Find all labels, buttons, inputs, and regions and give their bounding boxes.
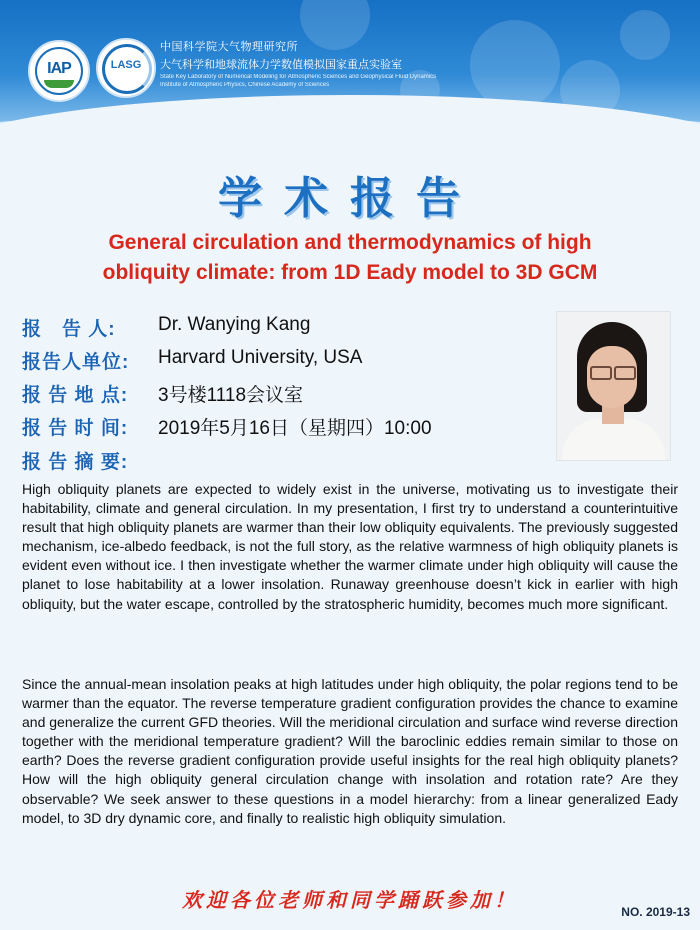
lasg-logo: LASG: [96, 38, 156, 98]
welcome-message: 欢迎各位老师和同学踊跃参加！: [182, 888, 518, 912]
institute-line-3: State Key Laboratory of Numerical Modeling for Atmospheric Sciences and Geophysical Fluid Dynamics: [160, 74, 437, 80]
affiliation-value: Harvard University, USA: [158, 347, 363, 368]
abstract-paragraph-2: Since the annual-mean insolation peaks at high latitudes under high obliquity, the polar regions tend to be warmer than the equator. The reverse temperature gradient configuration provides the chance to examine and generalize the current GFD theories. Will the meridional circulation and surface wind reverse direction together with the meridional temperature gradient? Will the baroclinic eddies remain similar to those on earth? Does the reverse gradient configuration provide useful insights for the real high obliquity planets? How will the high obliquity general circulation change with insolation and rotation rate? Are they observable? We seek answer to these questions in a model hierarchy: from a linear generalized Eady model, to 3D dry dynamic core, and finally to realistic high obliquity simulation.: [22, 676, 678, 826]
talk-title: [0, 228, 700, 288]
location-label: 报 告 地 点:: [22, 385, 129, 406]
speaker-name: Dr. Wanying Kang: [158, 314, 311, 335]
affiliation-label: 报告人单位:: [22, 352, 130, 373]
abstract-paragraph-1: High obliquity planets are expected to widely exist in the universe, motivating us to investigate their habitability, climate and general circulation. In my presentation, I first try to understand a counterintuitive result that high obliquity planets are warmer than their low obliquity equivalents. The previously suggested mechanism, ice-albedo feedback, is not the full story, as the relative warmness of high obliquity planets is evident even without ice. I then investigate whether the warmer climate under high obliquity will cause the planet to lose habitability at a lower insolation. Runaway greenhouse doesn’t kick in earlier with high obliquity, but the water escape, controlled by the stratospheric humidity, becomes much more significant.: [22, 481, 678, 612]
speaker-label: 报 告 人:: [22, 319, 116, 340]
time-label: 报 告 时 间:: [22, 418, 129, 439]
location-value: 3号楼1118会议室: [158, 385, 304, 406]
report-title: 学术报告: [218, 173, 482, 224]
speaker-photo: [556, 311, 671, 461]
talk-title-line-1: General circulation and thermodynamics of high: [108, 231, 592, 254]
institute-line-1: 中国科学院大气物理研究所: [160, 41, 298, 53]
report-number: NO. 2019-13: [621, 905, 690, 919]
institute-line-4: Institute of Atmospheric Physics, Chinese Academy of Sciences: [160, 82, 330, 88]
institute-names: [160, 38, 436, 88]
iap-logo: IAP: [28, 40, 90, 102]
institute-line-2: 大气科学和地球流体力学数值模拟国家重点实验室: [160, 59, 402, 71]
time-value: 2019年5月16日（星期四）10:00: [158, 418, 432, 439]
talk-title-line-2: obliquity climate: from 1D Eady model to 3D GCM: [102, 261, 598, 284]
abstract-label: 报 告 摘 要:: [22, 452, 129, 473]
